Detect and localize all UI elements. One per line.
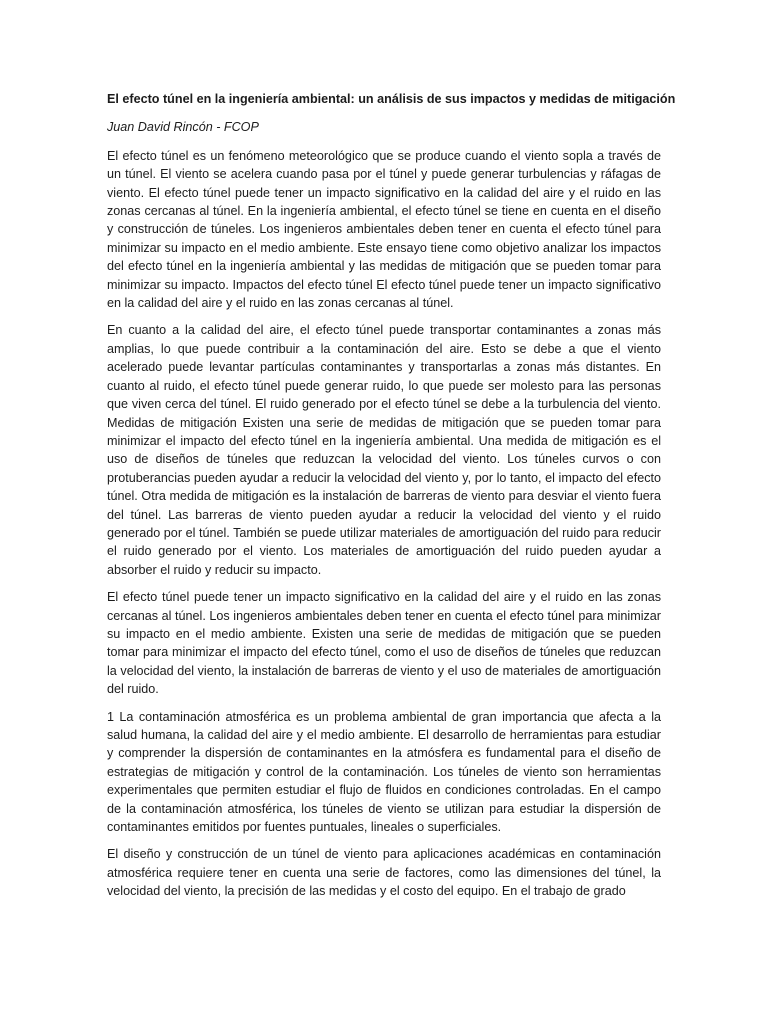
document-title: El efecto túnel en la ingeniería ambiental: un análisis de sus impactos y medidas de mitigación xyxy=(107,92,676,106)
paragraph-intro: El efecto túnel es un fenómeno meteorológico que se produce cuando el viento sopla a través de un túnel. El viento se acelera cuando pasa por el túnel y puede generar turbulencias y ráfagas de viento. El efecto túnel puede tener un impacto significativo en la calidad del aire y el ruido en las zonas cercanas al túnel. En la ingeniería ambiental, el efecto túnel se tiene en cuenta en el diseño y construcción de túneles. Los ingenieros ambientales deben tener en cuenta el efecto túnel para minimizar su impacto en el medio ambiente. Este ensayo tiene como objetivo analizar los impactos del efecto túnel en la ingeniería ambiental y las medidas de mitigación que se pueden tomar para minimizar su impacto. Impactos del efecto túnel El efecto túnel puede tener un impacto significativo en la calidad del aire y el ruido en las zonas cercanas al túnel. xyxy=(107,148,661,311)
document-page xyxy=(107,90,676,910)
paragraph-air-quality-noise: En cuanto a la calidad del aire, el efecto túnel puede transportar contaminantes a zonas más amplias, lo que puede contribuir a la contaminación del aire. Esto se debe a que el viento acelerado puede levantar partículas contaminantes y transportarlas a zonas más distantes. En cuanto al ruido, el efecto túnel puede generar ruido, lo que puede ser molesto para las personas que viven cerca del túnel. El ruido generado por el efecto túnel se debe a la turbulencia del viento. Medidas de mitigación Existen una serie de medidas de mitigación que se pueden tomar para minimizar el impacto del efecto túnel en la ingeniería ambiental. Una medida de mitigación es el uso de diseños de túneles que reduzcan la velocidad del viento. Los túneles curvos o con protuberancias pueden ayudar a reducir la velocidad del viento y, por lo tanto, el impacto del efecto túnel. Otra medida de mitigación es la instalación de barreras de viento para desviar el viento fuera del túnel. Las barreras de viento pueden ayudar a reducir la velocidad del viento y el ruido generado por el túnel. También se puede utilizar materiales de amortiguación del ruido para reducir el ruido generado por el viento. Los materiales de amortiguación del ruido pueden ayudar a absorber el ruido y reducir su impacto. xyxy=(107,323,661,577)
paragraph-atmospheric-pollution: 1 La contaminación atmosférica es un problema ambiental de gran importancia que afecta a la salud humana, la calidad del aire y el medio ambiente. El desarrollo de herramientas para estudiar y comprender la dispersión de contaminantes en la atmósfera es fundamental para el diseño de estrategias de mitigación y control de la contaminación. Los túneles de viento son herramientas experimentales que permiten estudiar el flujo de fluidos en condiciones controladas. En el campo de la contaminación atmosférica, los túneles de viento se utilizan para estudiar la dispersión de contaminantes emitidos por fuentes puntuales, lineales o superficiales. xyxy=(107,709,661,835)
paragraph-wind-tunnel-design: El diseño y construcción de un túnel de viento para aplicaciones académicas en contaminación atmosférica requiere tener en cuenta una serie de factores, como las dimensiones del túnel, la velocidad del viento, la precisión de las medidas y el costo del equipo. En el trabajo de grado xyxy=(107,847,661,899)
paragraph-summary: El efecto túnel puede tener un impacto significativo en la calidad del aire y el ruido en las zonas cercanas al túnel. Los ingenieros ambientales deben tener en cuenta el efecto túnel para minimizar su impacto en el medio ambiente. Existen una serie de medidas de mitigación que se pueden tomar para minimizar el impacto del efecto túnel, como el uso de diseños de túneles que reduzcan la velocidad del viento, la instalación de barreras de viento y el uso de materiales de amortiguación del ruido. xyxy=(107,590,661,697)
document-author: Juan David Rincón - FCOP xyxy=(107,120,259,135)
